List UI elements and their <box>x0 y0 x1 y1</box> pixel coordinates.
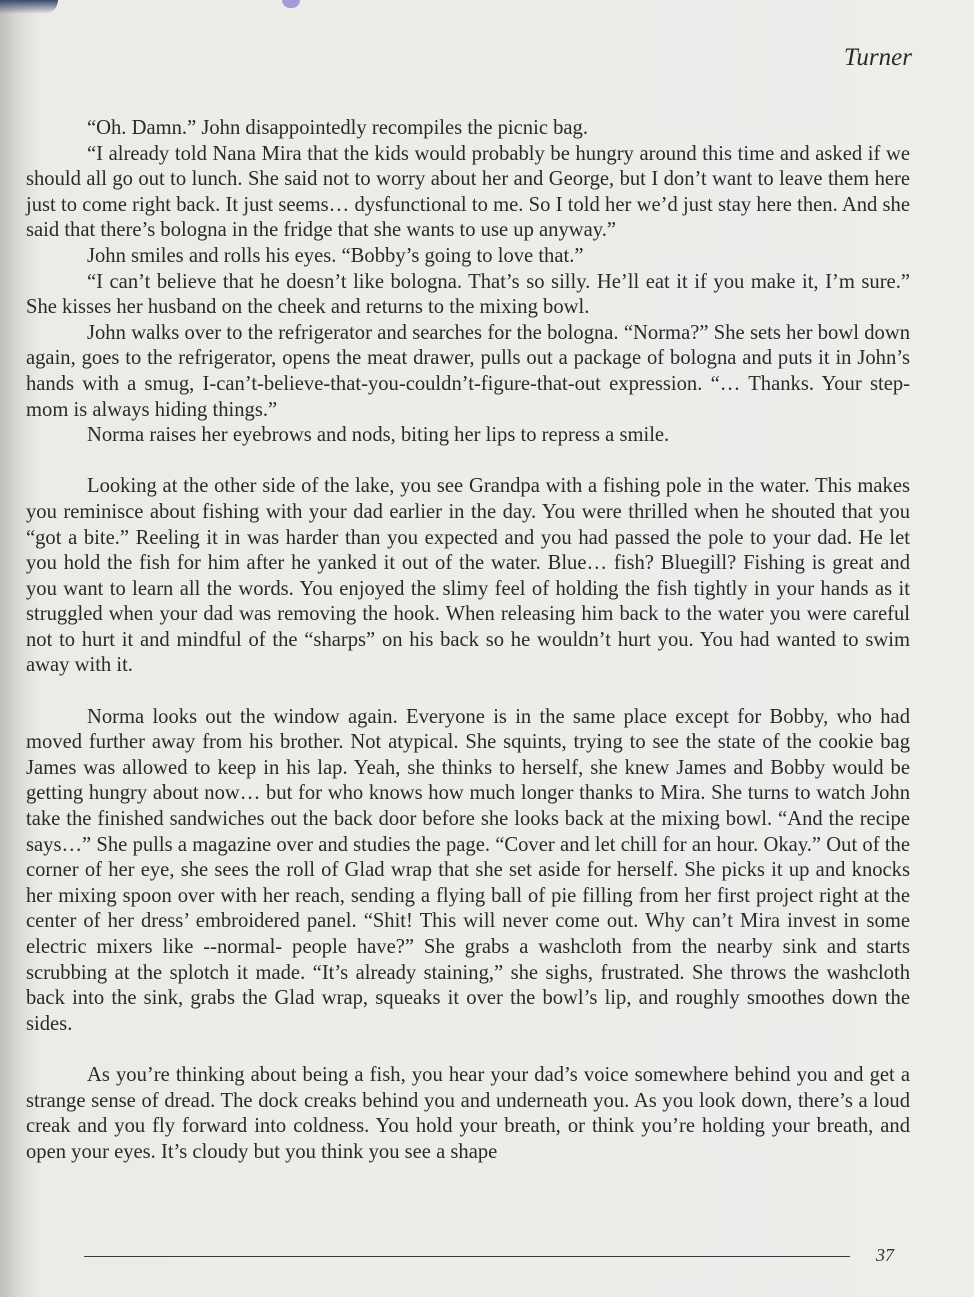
paragraph: John walks over to the refrigerator and searches for the bologna. “Norma?” She sets her bowl down again, goes to the refrigerator, opens the meat drawer, pulls out a package of bologna and puts it in John’s hands with a smug, I-can’t-believe-that-you-couldn’t-figure-that-out expression. “… Thanks. Your step-mom is always hiding things.” <box>26 321 910 421</box>
paragraph: Norma raises her eyebrows and nods, biting her lips to repress a smile. <box>87 424 670 447</box>
section-break <box>26 449 910 475</box>
top-edge-mark <box>0 0 58 14</box>
section-break <box>26 1037 910 1063</box>
paragraph: “Oh. Damn.” John disappointedly recompiles the picnic bag. <box>87 117 588 139</box>
paragraph: As you’re thinking about being a fish, you hear your dad’s voice somewhere behind you and get a strange sense of dread. The dock creaks behind you and underneath you. As you look down, there’s a loud creak and you fly forward into coldness. You hold your breath, or think you’re holding your breath, and open your eyes. It’s cloudy but you think you see a shape <box>26 1063 910 1163</box>
page-number: 37 <box>876 1245 894 1265</box>
paragraph: John smiles and rolls his eyes. “Bobby’s going to love that.” <box>87 244 584 267</box>
section-break <box>26 679 910 705</box>
paragraph: Looking at the other side of the lake, you see Grandpa with a fishing pole in the water. This makes you reminisce about fishing with your dad earlier in the day. You were thrilled when he shouted that you “got a bite.” Reeling it in was harder than you expected and you had passed the pole to your dad. He let you hold the fish for him after he yanked it out of the water. Blue… fish? Bluegill? Fishing is great and you want to learn all the words. You enjoyed the slimy feel of holding the fish tightly in your hands as it struggled when your dad was removing the hook. When releasing him back to the water you were careful not to hurt it and mindful of the “sharps” on his back so he wouldn’t hurt you. You had wanted to swim away with it. <box>26 475 910 677</box>
top-edge-dot <box>282 0 300 8</box>
body-text <box>26 116 910 1165</box>
footer-rule <box>84 1256 850 1257</box>
paragraph: Norma looks out the window again. Everyone is in the same place except for Bobby, who had moved further away from his brother. Not atypical. She squints, trying to see the state of the cookie bag James was allowed to keep in his lap. Yeah, she thinks to herself, she knew James and Bobby would be getting hungry about now… but for who knows how much longer thanks to Mira. She turns to watch John take the finished sandwiches out the back door before she looks back at the mixing bowl. “And the recipe says…” She pulls a magazine over and studies the page. “Cover and let chill for an hour. Okay.” Out of the corner of her eye, she sees the roll of Glad wrap that she set aside for herself. She picks it up and knocks her mixing spoon over with her reach, sending a flying ball of pie filling from her first project right at the center of her dress’ embroidered panel. “Shit! This will never come out. Why can’t Mira invest in some electric mixers like --normal- people have?” She grabs a washcloth from the nearby sink and starts scrubbing at the splotch it made. “It’s already staining,” she sighs, frustrated. She throws the washcloth back into the sink, grabs the Glad wrap, squeaks it over the bowl’s lip, and roughly smoothes down the sides. <box>26 705 910 1035</box>
running-head: Turner <box>843 44 912 71</box>
paragraph: “I can’t believe that he doesn’t like bologna. That’s so silly. He’ll eat it if you make it, I’m sure.” She kisses her husband on the cheek and returns to the mixing bowl. <box>26 270 910 319</box>
paragraph: “I already told Nana Mira that the kids would probably be hungry around this time and asked if we should all go out to lunch. She said not to worry about her and George, but I don’t want to leave them here just to come right back. It just seems… dysfunctional to me. So I told her we’d just stay here then. And she said that there’s bologna in the fridge that she wants to use up anyway.” <box>26 142 910 242</box>
